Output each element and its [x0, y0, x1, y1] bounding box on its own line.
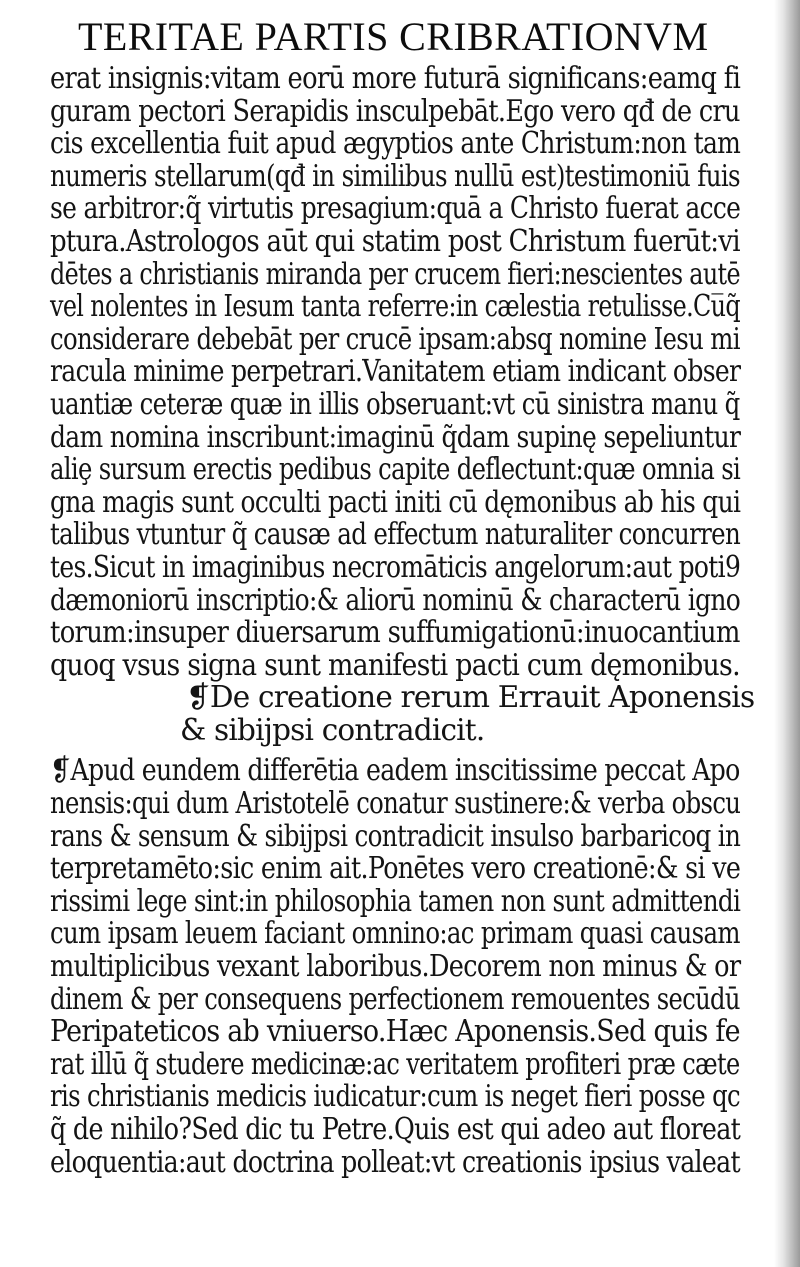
text-line: ris christianis medicis iudicatur:cum is neget fieri posse qc: [50, 1079, 741, 1114]
text-line: eloquentia:aut doctrina polleat:vt creationis ipsius valeat: [50, 1144, 740, 1179]
page-edge-shadow: [774, 0, 800, 1267]
text-line: rans & sensum & sibijpsi contradicit insulso barbaricoq̧ in: [50, 818, 741, 853]
text-line: dæmoniorū inscriptio:& aliorū nominū & characterū igno: [50, 582, 741, 617]
text-line: multiplicibus vexant laboribus.Decorem non minus & or: [50, 949, 741, 984]
text-line: dētes a christianis miranda per crucem fieri:nescientes autē: [50, 256, 740, 291]
text-line: cum ipsam leuem faciant omnino:ac primam quasi causam: [50, 916, 740, 951]
text-line: terpretamēto:sic enim ait.Ponētes vero creationē:& si ve: [50, 851, 741, 886]
text-line: aliȩ sursum erectis pedibus capite deflectunt:quæ omnia si: [50, 452, 741, 487]
text-line: se arbitror:q̃ virtutis presagium:quā a Christo fuerat acce: [50, 191, 741, 226]
text-line: dinem & per consequens perfectionem remouentes secūdū: [50, 981, 740, 1016]
text-line: vel nolentes in Iesum tanta referre:in cælestia retulisse.Cu̅q̃: [50, 289, 741, 324]
running-head: TERITAE PARTIS CRIBRATIONVM: [78, 14, 709, 59]
text-line: Peripateticos ab vniuerso.Hæc Aponensis.Sed quis fe: [50, 1014, 740, 1049]
text-line: ptura.Astrologos aūt qui statim post Christum fuerūt:vi: [50, 223, 740, 258]
text-line: quoq̧ vsus signa sunt manifesti pacti cum dęmonibus.: [50, 647, 740, 682]
text-line: dam nomina inscribunt:imaginū q̃dam supinę sepeliuntur: [50, 419, 741, 454]
section-heading-line: ❡De creatione rerum Errauit Aponensis: [186, 680, 755, 715]
text-line: rat illū q̃ studere medicinæ:ac veritatem profiteri præ cæte: [50, 1046, 740, 1081]
text-line: ❡Apud eundem differētia eadem inscitissime peccat Apo: [50, 753, 740, 788]
text-line: rissimi lege sint:in philosophia tamen non sunt admittendi: [50, 883, 741, 918]
section-heading-line: & sibijpsi contradicit.: [180, 712, 485, 747]
text-line: nensis:qui dum Aristotelē conatur sustinere:& verba obscu: [50, 786, 741, 821]
paragraph-2: [50, 754, 750, 1178]
text-line: torum:insuper diuersarum suffumigationū:inuocantium: [50, 615, 740, 650]
text-line: erat insignis:vitam eorū more futurā significans:eamq̧ fi: [50, 61, 741, 95]
text-line: considerare debebāt per crucē ipsam:absq̧ nomine Iesu mi: [50, 321, 740, 356]
text-line: talibus vtuntur q̃ causæ ad effectum naturaliter concurren: [50, 517, 741, 552]
text-line: q̃ de nihilo?Sed dic tu Petre.Quis est qui adeo aut floreat: [50, 1112, 741, 1146]
text-line: uantiæ ceteræ quæ in illis obseruant:vt cū sinistra manu q̃: [50, 386, 740, 421]
text-line: racula minime perpetrari.Vanitatem etiam indicant obser: [50, 354, 741, 389]
text-line: cis excellentia fuit apud ægyptios ante Christum:non tam: [50, 126, 741, 161]
page-text-block: [50, 14, 755, 1179]
text-line: numeris stellarum(qđ in similibus nullū est)testimoniū fuis: [50, 158, 740, 193]
paragraph-1: [50, 62, 750, 681]
text-line: gna magis sunt occulti pacti initi cū dęmonibus ab his qui: [50, 484, 741, 519]
text-line: guram pectori Serapidis insculpebāt.Ego vero qđ de cru: [50, 93, 740, 128]
section-heading: [50, 680, 755, 747]
text-line: tes.Sicut in imaginibus necromāticis angelorum:aut poti9: [50, 549, 741, 584]
